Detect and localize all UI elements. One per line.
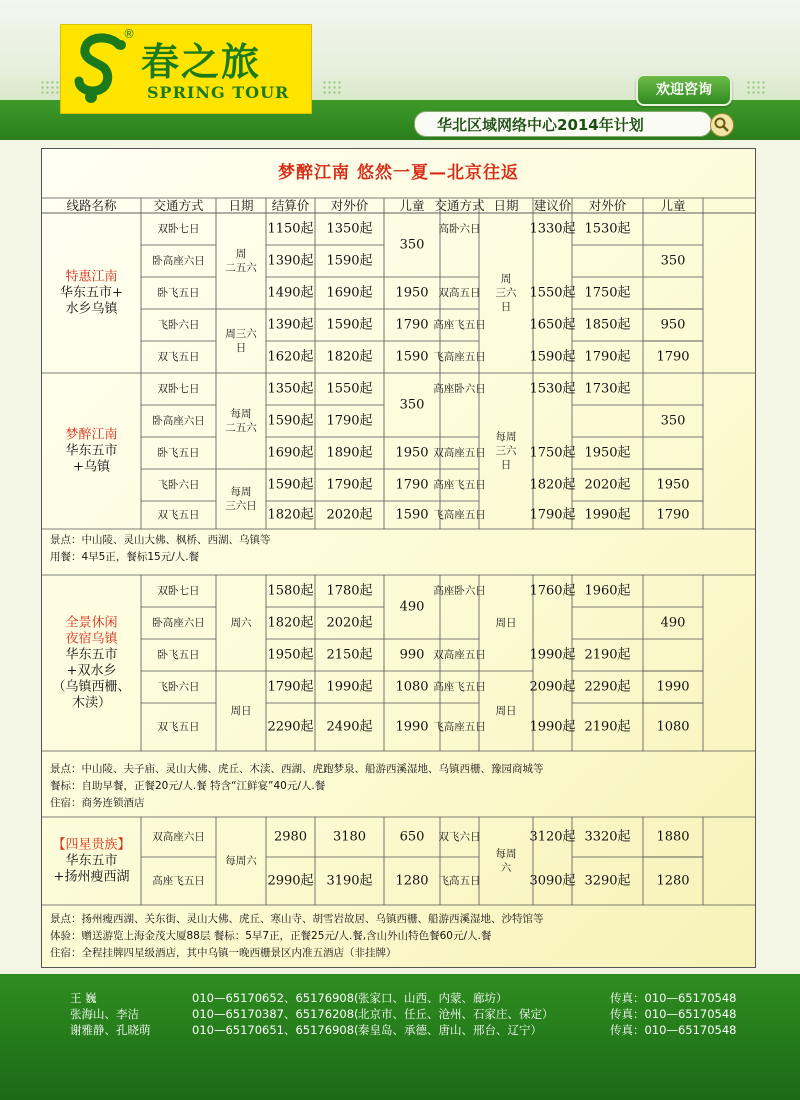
plan-title: 华北区域网络中心2014年计划 [437,116,644,134]
transport-mode: 卧飞五日 [157,287,200,299]
settle-price: 1790起 [267,679,314,695]
contact-fax: 传真：010—65170548 [610,1007,737,1021]
child-price: 650 [399,829,425,845]
suggested-price: 1530起 [529,381,576,397]
child-price: 1590 [395,349,429,365]
transport-mode: 双飞五日 [157,351,200,363]
retail-price: 3180 [332,829,367,845]
note-line: 住宿：全程挂牌四星级酒店，其中乌镇一晚西栅景区内准五酒店（非挂牌） [50,947,397,959]
settle-price: 1950起 [267,647,314,663]
transport-mode-2: 双高五日 [438,287,481,299]
departure-day-2: 日 [500,459,512,471]
suggested-price: 1760起 [529,583,576,599]
departure-day: 周日 [230,705,252,717]
suggested-price: 1590起 [529,349,576,365]
settle-price: 1590起 [267,413,314,429]
route-name: 夜宿乌镇 [65,631,118,647]
route-name: +乌镇 [73,459,110,475]
child-price: 990 [399,647,425,663]
column-header: 日期 [228,198,254,213]
suggested-price: 1790起 [529,507,576,523]
transport-mode: 卧高座六日 [152,255,205,267]
child-price: 1950 [395,285,429,301]
child-price: 1080 [395,679,429,695]
retail-price: 1690起 [326,285,373,301]
departure-day: 三六日 [225,500,257,512]
settle-price: 2990起 [267,873,314,889]
transport-mode: 双高座六日 [152,831,205,843]
suggested-price: 1820起 [529,477,576,493]
note-line: 住宿：商务连锁酒店 [50,797,145,809]
transport-mode: 飞卧六日 [157,479,200,491]
transport-mode: 双卧七日 [157,383,200,395]
settle-price: 2980 [273,829,308,845]
column-header: 线路名称 [66,198,117,213]
contact-name: 张海山、李洁 [70,1007,139,1021]
child-price-2: 1080 [656,719,690,735]
retail-price-2: 2190起 [584,647,631,663]
child-price: 1590 [395,507,429,523]
column-header: 交通方式 [434,198,485,213]
departure-day-2: 三六 [495,287,517,299]
departure-day-2: 六 [500,862,512,874]
column-header: 儿童 [660,198,686,213]
transport-mode: 高座飞五日 [152,875,205,887]
route-name: 全景休闲 [65,615,118,631]
group3-notes [50,761,544,812]
suggested-price: 3120起 [529,829,576,845]
child-price-2: 1950 [656,477,690,493]
transport-mode: 双飞五日 [157,509,200,521]
transport-mode: 卧高座六日 [152,415,205,427]
child-price-2: 1280 [656,873,690,889]
retail-price-2: 2020起 [584,477,631,493]
logo-s-icon [71,31,137,107]
retail-price-2: 1990起 [584,507,631,523]
settle-price: 1490起 [267,285,314,301]
settle-price: 1390起 [267,253,314,269]
child-price: 1280 [395,873,429,889]
column-header: 交通方式 [153,198,204,213]
transport-mode-2: 高座卧六日 [433,383,486,395]
transport-mode-2: 高座飞五日 [433,681,486,693]
settle-price: 1350起 [267,381,314,397]
contact-phone[interactable]: 010—65170651、65176908( [192,1023,359,1037]
registered-mark: ® [123,27,135,41]
suggested-price: 1550起 [529,285,576,301]
route-name: +双水乡 [66,663,117,679]
contact-phone[interactable]: 010—65170387、65176208( [192,1007,359,1021]
retail-price: 2150起 [326,647,373,663]
group2-notes [50,532,271,566]
contact-fax: 传真：010—65170548 [610,1023,737,1037]
route-name: （乌镇西栅、 [52,679,131,695]
table-title: 梦醉江南 悠然一夏—北京往返 [278,163,519,183]
departure-day: 日 [235,342,247,354]
column-header: 儿童 [399,198,425,213]
transport-mode-2: 飞高座五日 [433,351,486,363]
child-price: 350 [399,237,425,253]
suggested-price: 3090起 [529,873,576,889]
contact-footer [0,974,800,1100]
transport-mode: 双卧七日 [157,585,200,597]
retail-price: 1820起 [326,349,373,365]
departure-day-2: 每周 [495,848,517,860]
dot-decoration-left [40,80,60,94]
departure-day: 周三六 [225,328,257,340]
retail-price-2: 1530起 [584,221,631,237]
retail-price: 1590起 [326,317,373,333]
plan-title-bar [414,111,712,137]
departure-day: 周六 [230,617,252,629]
column-header: 结算价 [271,198,310,213]
contact-phone[interactable]: 010—65170652、65176908( [192,991,359,1005]
retail-price: 1550起 [326,381,373,397]
brand-name-en: SPRING TOUR [147,83,290,102]
route-name: 华东五市+ [60,285,123,301]
column-header: 对外价 [330,198,369,213]
column-header: 对外价 [588,198,627,213]
retail-price-2: 1730起 [584,381,631,397]
child-price-2: 1790 [656,349,690,365]
retail-price-2: 1750起 [584,285,631,301]
retail-price-2: 1790起 [584,349,631,365]
route-name: 【四星贵族】 [52,837,131,853]
child-price-2: 1790 [656,507,690,523]
transport-mode: 卧飞五日 [157,447,200,459]
retail-price: 2490起 [326,719,373,735]
retail-price: 1990起 [326,679,373,695]
route-name: 木渎） [71,695,112,711]
transport-mode-2: 飞高座五日 [433,721,486,733]
suggested-price: 1750起 [529,445,576,461]
transport-mode-2: 高座飞五日 [433,479,486,491]
route-name: 特惠江南 [65,269,118,285]
route-name: +扬州瘦西湖 [53,869,130,885]
route-name: 华东五市 [65,647,118,663]
contact-region: 北京市、任丘、沧州、石家庄、保定） [358,1007,554,1021]
child-price: 350 [399,397,425,413]
child-price-2: 1990 [656,679,690,695]
transport-mode-2: 飞高座五日 [433,509,486,521]
brand-logo[interactable] [60,24,312,114]
child-price-2: 950 [660,317,686,333]
child-price: 1990 [395,719,429,735]
departure-day-2: 周日 [495,705,517,717]
departure-day: 每周 [230,486,252,498]
suggested-price: 2090起 [529,679,576,695]
route-name: 梦醉江南 [65,427,118,443]
contact-name: 谢雅静、孔晓萌 [70,1023,151,1037]
child-price: 1790 [395,477,429,493]
retail-price: 1890起 [326,445,373,461]
route-name: 华东五市 [65,853,118,869]
transport-mode-2: 双高座五日 [433,649,486,661]
retail-price: 1350起 [326,221,373,237]
contact-name: 王 巍 [70,991,97,1005]
child-price-2: 1880 [656,829,690,845]
note-line: 景点：中山陵、夫子庙、灵山大佛、虎丘、木渎、西湖、虎跑梦泉、船游西溪湿地、乌镇西栅、豫园商城等 [50,763,544,775]
settle-price: 1690起 [267,445,314,461]
departure-day-2: 周 [500,273,512,285]
child-price-2: 490 [660,615,686,631]
retail-price-2: 2190起 [584,719,631,735]
dot-decoration-far-right [746,80,766,94]
consult-button[interactable]: 欢迎咨询 [636,74,732,106]
group4-notes [50,911,544,962]
retail-price: 1780起 [326,583,373,599]
transport-mode: 双飞五日 [157,721,200,733]
departure-day: 周 [235,248,247,260]
departure-day: 二五六 [225,422,257,434]
settle-price: 1820起 [267,507,314,523]
transport-mode: 卧高座六日 [152,617,205,629]
column-header: 日期 [493,198,519,213]
departure-day-2: 周日 [495,617,517,629]
search-icon[interactable] [710,113,734,137]
retail-price: 3190起 [326,873,373,889]
contact-region: 张家口、山西、内蒙、廊坊） [358,991,508,1005]
suggested-price: 1650起 [529,317,576,333]
retail-price: 2020起 [326,615,373,631]
note-line: 体验：赠送游览上海金茂大厦88层 餐标：5早7正，正餐25元/人.餐,含山外山特色餐60元/人.餐 [50,930,492,942]
transport-mode: 飞卧六日 [157,319,200,331]
note-line: 景点：扬州瘦西湖、关东街、灵山大佛、虎丘、寒山寺、胡雪岩故居、乌镇西栅、船游西溪湿地、沙特馆等 [50,913,544,925]
settle-price: 1580起 [267,583,314,599]
retail-price-2: 3290起 [584,873,631,889]
retail-price: 2020起 [326,507,373,523]
departure-day: 每周 [230,408,252,420]
departure-day: 二五六 [225,262,257,274]
retail-price-2: 1850起 [584,317,631,333]
transport-mode-2: 高座卧六日 [433,585,486,597]
child-price: 1790 [395,317,429,333]
retail-price-2: 1950起 [584,445,631,461]
note-line: 餐标：自助早餐，正餐20元/人.餐 特含“江鲜宴”40元/人.餐 [50,780,326,792]
price-table-panel [41,148,756,968]
retail-price: 1790起 [326,413,373,429]
settle-price: 2290起 [267,719,314,735]
contact-region: 秦皇岛、承德、唐山、邢台、辽宁） [358,1023,542,1037]
child-price-2: 350 [660,413,686,429]
transport-mode: 卧飞五日 [157,649,200,661]
child-price-2: 350 [660,253,686,269]
brand-name-cn: 春之旅 [141,39,262,84]
settle-price: 1150起 [267,221,314,237]
contact-fax: 传真：010—65170548 [610,991,737,1005]
settle-price: 1390起 [267,317,314,333]
suggested-price: 1330起 [529,221,576,237]
departure-day-2: 日 [500,301,512,313]
departure-day-2: 三六 [495,445,517,457]
retail-price-2: 1960起 [584,583,631,599]
suggested-price: 1990起 [529,719,576,735]
transport-mode-2: 双高座五日 [433,447,486,459]
retail-price: 1790起 [326,477,373,493]
transport-mode-2: 高卧六日 [438,223,481,235]
transport-mode-2: 双飞六日 [438,831,481,843]
departure-day: 每周六 [225,855,257,867]
note-line: 用餐：4早5正，餐标15元/人.餐 [50,551,200,563]
transport-mode-2: 高座飞五日 [433,319,486,331]
route-name: 华东五市 [65,443,118,459]
suggested-price: 1990起 [529,647,576,663]
departure-day-2: 每周 [495,431,517,443]
retail-price: 1590起 [326,253,373,269]
route-name: 水乡乌镇 [65,301,118,317]
transport-mode: 双卧七日 [157,223,200,235]
retail-price-2: 3320起 [584,829,631,845]
dot-decoration-right [322,80,342,94]
note-line: 景点：中山陵、灵山大佛、枫桥、西湖、乌镇等 [50,534,271,546]
column-header: 建议价 [533,198,572,213]
settle-price: 1620起 [267,349,314,365]
child-price: 1950 [395,445,429,461]
transport-mode-2: 飞高五日 [438,875,481,887]
settle-price: 1590起 [267,477,314,493]
settle-price: 1820起 [267,615,314,631]
retail-price-2: 2290起 [584,679,631,695]
child-price: 490 [399,599,425,615]
transport-mode: 飞卧六日 [157,681,200,693]
